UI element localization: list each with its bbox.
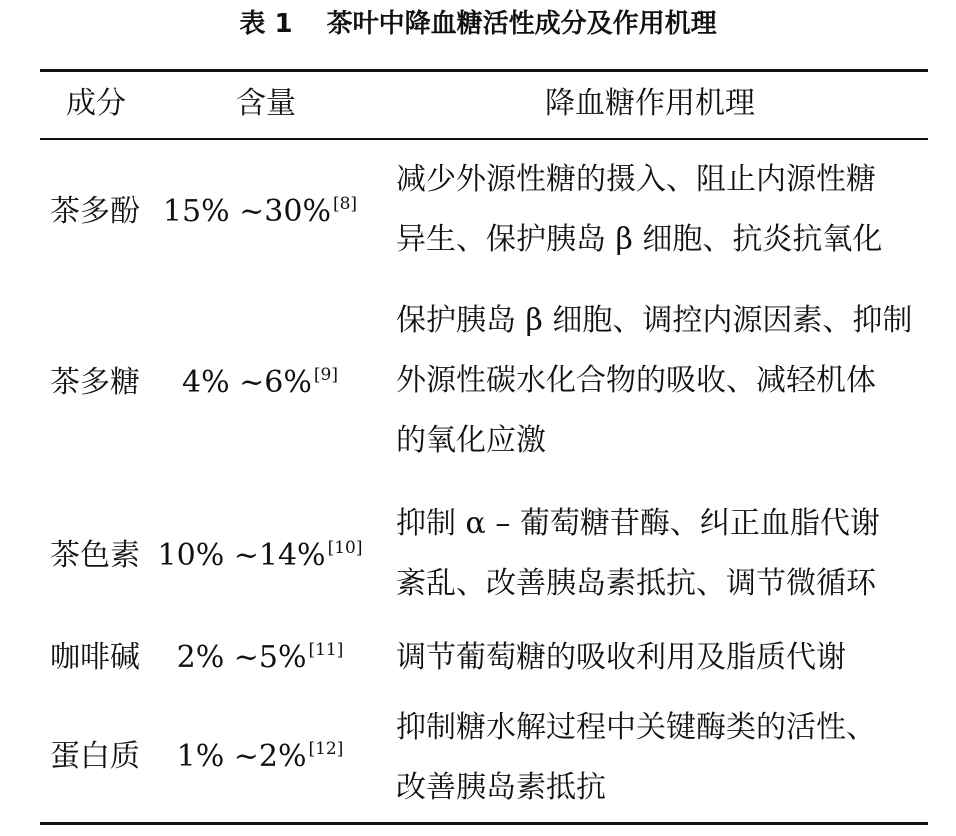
content-value: 15% ~30%: [162, 194, 331, 229]
content-value: 10% ~14%: [157, 538, 326, 573]
table-title: [0, 4, 956, 44]
mechanism-line: 外源性碳水化合物的吸收、减轻机体: [396, 363, 876, 398]
mechanism-line: 保护胰岛 β 细胞、调控内源因素、抑制: [396, 303, 913, 338]
mechanism-line: 异生、保护胰岛 β 细胞、抗炎抗氧化: [396, 222, 883, 257]
mechanism-cell: [396, 150, 916, 270]
mechanism-line: 抑制 α – 葡萄糖苷酶、纠正血脂代谢: [396, 506, 880, 541]
component-cell: 茶多糖: [50, 365, 140, 400]
header-rule: [40, 138, 928, 140]
mechanism-cell: [396, 628, 916, 688]
header-mechanism: 降血糖作用机理: [545, 86, 755, 121]
content-value: 4% ~6%: [182, 365, 312, 400]
reference-mark: [9]: [313, 365, 338, 385]
mechanism-cell: [396, 494, 916, 614]
mechanism-line: 调节葡萄糖的吸收利用及脂质代谢: [396, 640, 846, 675]
table-caption: 茶叶中降血糖活性成分及作用机理: [326, 9, 717, 39]
reference-mark: [10]: [327, 538, 363, 558]
mechanism-cell: [396, 698, 916, 818]
content-value: 1% ~2%: [176, 739, 307, 774]
reference-mark: [12]: [308, 739, 344, 759]
mechanism-cell: [396, 291, 916, 471]
content-cell: [150, 536, 370, 580]
header-component: 成分: [66, 86, 126, 121]
component-cell: 蛋白质: [50, 739, 140, 774]
mechanism-line: 减少外源性糖的摄入、阻止内源性糖: [396, 162, 876, 197]
mechanism-line: 的氧化应激: [396, 423, 546, 458]
mechanism-line: 紊乱、改善胰岛素抵抗、调节微循环: [396, 566, 876, 601]
top-rule: [40, 69, 928, 72]
mechanism-line: 抑制糖水解过程中关键酶类的活性、: [396, 710, 876, 745]
reference-mark: [8]: [332, 194, 358, 214]
bottom-rule: [40, 822, 928, 825]
component-cell: 茶色素: [50, 538, 140, 573]
header-content: 含量: [236, 86, 296, 121]
content-cell: [150, 192, 370, 236]
content-cell: [150, 363, 370, 407]
content-cell: [150, 737, 370, 781]
content-cell: [150, 638, 370, 682]
reference-mark: [11]: [308, 640, 344, 660]
mechanism-line: 改善胰岛素抵抗: [396, 770, 606, 805]
component-cell: 咖啡碱: [50, 640, 140, 675]
component-cell: 茶多酚: [50, 194, 140, 229]
content-value: 2% ~5%: [176, 640, 307, 675]
table-number: 表 1: [239, 9, 293, 39]
